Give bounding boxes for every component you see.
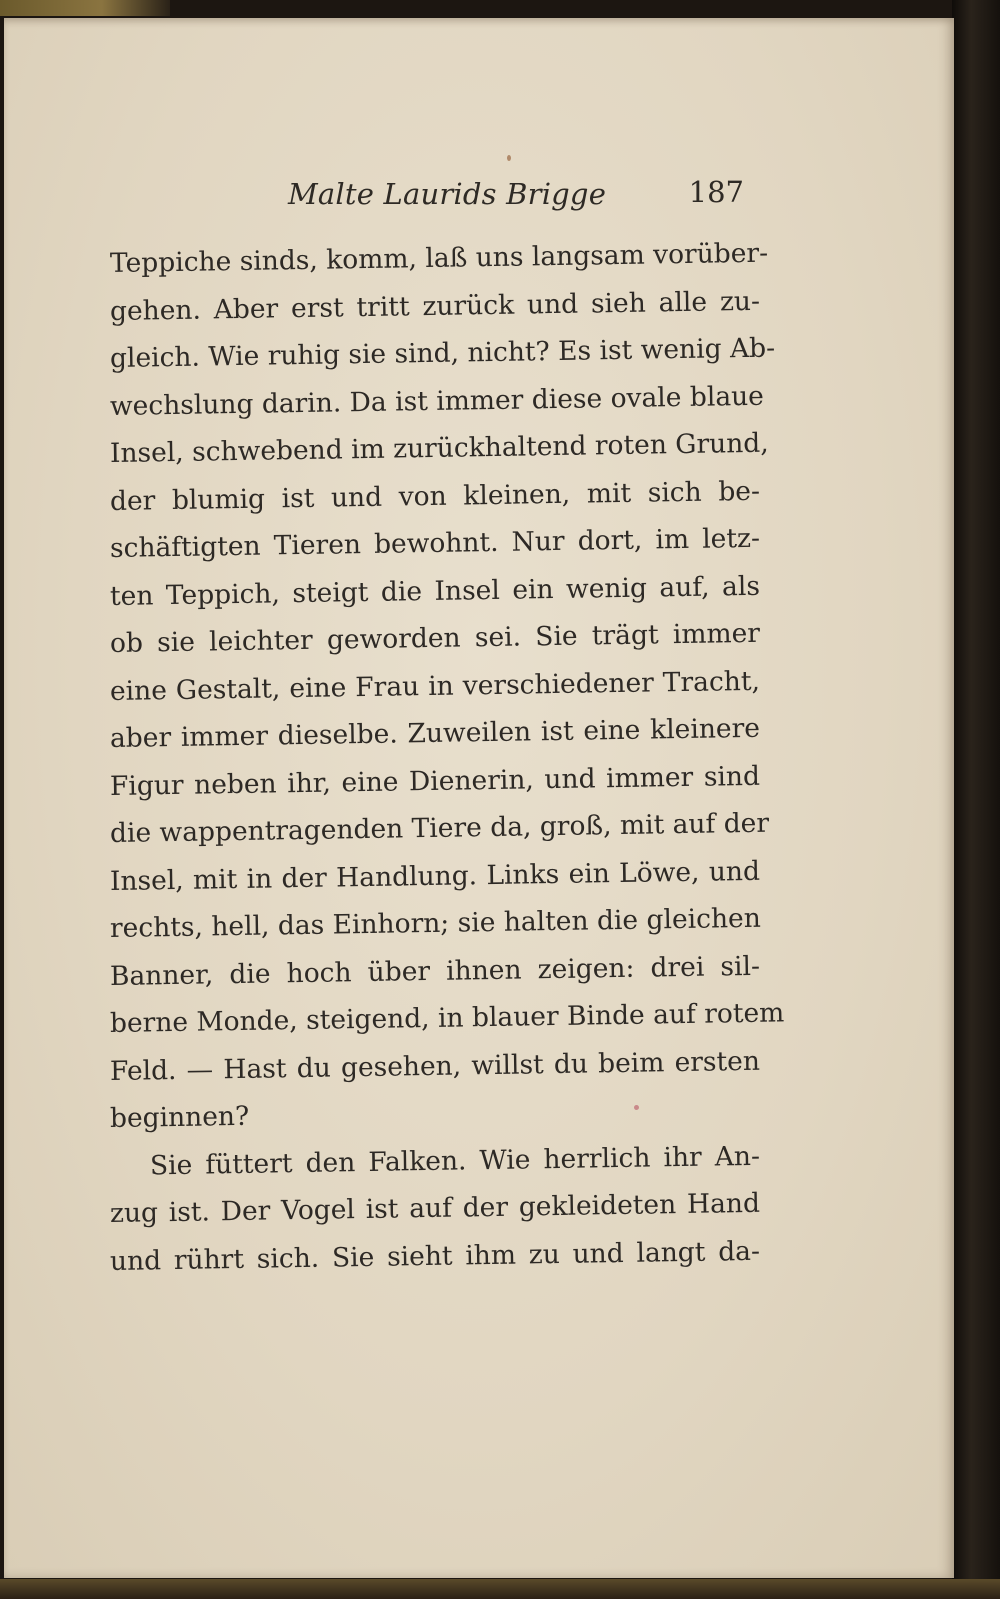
page-number: 187 [688, 175, 744, 209]
book-cover-edge [952, 0, 1000, 1599]
ink-speck [507, 155, 511, 161]
text-line: beginnen? [109, 1100, 250, 1134]
text-line: ob sie leichter geworden sei. Sie trägt immer [109, 617, 761, 659]
text-line: berne Monde, steigend, in blauer Binde auf rotem [109, 997, 785, 1039]
text-line: gehen. Aber erst tritt zurück und sieh alle zu- [109, 285, 761, 327]
text-line: Insel, mit in der Handlung. Links ein Löwe, und [109, 855, 761, 897]
text-line: Sie füttert den Falken. Wie herrlich ihr An- [149, 1140, 761, 1181]
text-line: zug ist. Der Vogel ist auf der gekleideten Hand [109, 1187, 761, 1229]
text-line: Insel, schwebend im zurückhaltend roten Grund, [109, 427, 769, 469]
text-line: aber immer dieselbe. Zuweilen ist eine kleinere [109, 712, 761, 754]
text-line: und rührt sich. Sie sieht ihm zu und langt da- [109, 1235, 761, 1277]
running-title: Malte Laurids Brigge [288, 177, 607, 211]
book-top-edge [0, 0, 170, 16]
text-line: rechts, hell, das Einhorn; sie halten die gleichen [109, 902, 762, 944]
text-line: Figur neben ihr, eine Dienerin, und immer sind [109, 760, 761, 802]
text-line: Feld. — Hast du gesehen, willst du beim ersten [109, 1045, 761, 1087]
running-head [280, 175, 750, 215]
text-line: ten Teppich, steigt die Insel ein wenig auf, als [109, 570, 761, 612]
book-bottom-edge [0, 1579, 1000, 1599]
body-text [109, 237, 785, 1285]
text-line: schäftigten Tieren bewohnt. Nur dort, im letz- [109, 522, 761, 564]
text-line: eine Gestalt, eine Frau in verschiedener Tracht, [109, 665, 761, 707]
text-line: wechslung darin. Da ist immer diese ovale blaue [109, 380, 765, 422]
text-line: gleich. Wie ruhig sie sind, nicht? Es ist wenig Ab- [109, 332, 776, 374]
text-line: Banner, die hoch über ihnen zeigen: drei sil- [109, 950, 761, 992]
text-line: die wappentragenden Tiere da, groß, mit auf der [109, 807, 770, 849]
ink-speck [634, 1105, 639, 1110]
text-line: der blumig ist und von kleinen, mit sich be- [109, 475, 761, 517]
text-line: Teppiche sinds, komm, laß uns langsam vorüber- [109, 237, 769, 279]
